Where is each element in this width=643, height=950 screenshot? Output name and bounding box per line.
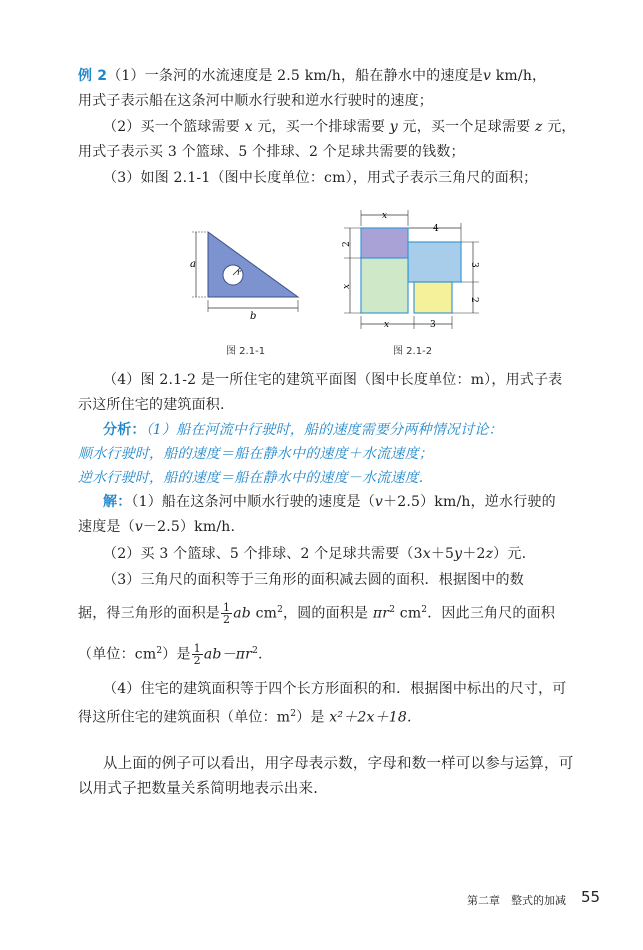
analysis-text1: （1）船在河流中行驶时，船的速度需要分两种情况讨论： (145, 422, 503, 438)
room-green (361, 258, 408, 313)
room-blue (408, 242, 461, 282)
solution-s1-line2 (78, 517, 605, 537)
s3-l2-b: ，圆的面积是 (283, 605, 373, 622)
s2-a: （2）买 3 个篮球、5 个排球、2 个足球共需要（3 (103, 546, 423, 562)
triangle-shape (208, 232, 298, 297)
frac-num: 1 (223, 601, 231, 615)
p2-text-d: 元， (542, 119, 576, 135)
s2-b: ＋5 (430, 546, 455, 562)
s1-c: ＋2.5）km/h，逆水行驶的 (383, 494, 556, 510)
s3-l2-c: cm (395, 605, 422, 622)
label-a: a (190, 259, 196, 270)
var-v: v (482, 68, 492, 84)
var-x: x (244, 119, 253, 135)
example-p1-line1 (78, 66, 605, 86)
s1-var-v: v (374, 494, 384, 510)
figure-triangle-ruler (180, 222, 310, 322)
analysis-line3: 逆水行驶时，船的速度＝船在静水中的速度－水流速度. (78, 470, 424, 486)
dim-x-bottom: x (384, 320, 390, 330)
sup-2d: 2 (156, 646, 163, 656)
sup-2b: 2 (389, 605, 396, 615)
frac-den: 2 (223, 613, 231, 627)
s3-expr: ab－πr (203, 646, 253, 663)
summary-line1: 从上面的例子可以看出，用字母表示数，字母和数一样可以参与运算，可 (103, 756, 574, 772)
p2-text-c: 元，买一个足球需要 (397, 119, 535, 135)
s1-l2-c: －2.5）km/h. (142, 519, 236, 535)
dim-4: 4 (433, 224, 439, 234)
s3-l2-d: ．因此三角尺的面积 (427, 605, 556, 622)
s4-l2-a: 得这所住宅的建筑面积（单位：m (78, 709, 291, 726)
solution-s2 (103, 544, 605, 564)
s3-cm: cm (250, 605, 278, 622)
p2-text-a: （2）买一个篮球需要 (103, 119, 245, 135)
solution-s4-line1: （4）住宅的建筑面积等于四个长方形面积的和．根据图中标出的尺寸，可 (103, 681, 567, 697)
p2-text-b: 元，买一个排球需要 (252, 119, 390, 135)
example-p1-line2: 用式子表示船在这条河中顺水行驶和逆水行驶时的速度； (78, 93, 433, 109)
s3-l3-b: ）是 (162, 646, 191, 663)
var-z: z (535, 119, 543, 135)
solution-s1-line1 (103, 492, 605, 512)
example-p4-line1: （4）图 2.1-2 是一所住宅的建筑平面图（图中长度单位：m），用式子表 (103, 372, 563, 388)
analysis-label: 分析： (103, 422, 146, 438)
example-p2-line2: 用式子表示买 3 个篮球、5 个排球、2 个足球共需要的钱数； (78, 144, 465, 160)
dim-x-left: x (342, 283, 352, 289)
s3-l3-a: （单位：cm (78, 646, 157, 663)
solution-s3-line3 (78, 638, 605, 668)
figure-floor-plan (330, 206, 490, 336)
frac-num-2: 1 (193, 642, 201, 656)
dim-2-left: 2 (342, 241, 352, 247)
dim-2-right: 2 (469, 297, 479, 303)
s1-l2-var-v: v (134, 519, 143, 535)
solution-s3-line2 (78, 597, 605, 627)
example-label: 例 2 (78, 68, 108, 84)
figure-2-caption: 图 2.1-2 (393, 346, 433, 357)
footer-page-number: 55 (581, 888, 601, 906)
dim-x-top: x (382, 211, 388, 221)
sup-2c: 2 (421, 605, 428, 615)
solution-s4-line2 (78, 704, 605, 728)
example-p4-line2: 示这所住宅的建筑面积. (78, 397, 225, 413)
s2-var-x: x (422, 546, 431, 562)
s1-l2-a: 速度是（ (78, 519, 135, 535)
label-b: b (250, 311, 257, 322)
s1-a: （1）船在这条河中顺水行驶的速度是（ (131, 494, 375, 510)
solution-s3-line1: （3）三角尺的面积等于三角形的面积减去圆的面积．根据图中的数 (103, 572, 524, 588)
example-p1-unit: km/h， (491, 68, 547, 84)
example-p1-text: （1）一条河的水流速度是 2.5 km/h，船在静水中的速度是 (107, 68, 483, 84)
s2-d: ）元. (493, 546, 527, 562)
dim-3-bottom: 3 (430, 320, 436, 330)
s4-expr: x²＋2x＋18. (329, 709, 412, 726)
s2-var-y: y (454, 546, 463, 562)
figure-1-caption: 图 2.1-1 (226, 346, 266, 357)
footer-chapter: 第二章 整式的加减 (467, 894, 566, 907)
solution-label: 解： (103, 494, 132, 510)
s3-l3-end: . (258, 646, 263, 663)
s2-c: ＋2 (462, 546, 486, 562)
sup-2: 2 (277, 605, 284, 615)
room-purple (361, 228, 408, 258)
sup-2e: 2 (252, 646, 259, 656)
example-p3: （3）如图 2.1-1（图中长度单位：cm），用式子表示三角尺的面积； (103, 170, 538, 186)
s3-l2-a: 据，得三角形的面积是 (78, 605, 220, 622)
s3-ab: ab (233, 605, 251, 622)
room-yellow (414, 282, 452, 313)
var-y: y (389, 119, 398, 135)
example-p2-line1 (103, 117, 605, 137)
fraction-half (221, 602, 232, 625)
s2-var-z: z (485, 546, 494, 562)
dim-3-right: 3 (469, 262, 479, 268)
label-r: r (237, 268, 241, 277)
fraction-half-2 (192, 643, 203, 666)
sup-2f: 2 (290, 709, 297, 719)
analysis-line2: 顺水行驶时，船的速度＝船在静水中的速度＋水流速度； (78, 446, 433, 462)
analysis-line1 (103, 420, 605, 440)
s4-l2-b: ）是 (296, 709, 330, 726)
s3-pi-r: πr (372, 605, 390, 622)
summary-line2: 以用式子把数量关系简明地表示出来. (78, 781, 319, 797)
frac-den-2: 2 (193, 654, 201, 668)
